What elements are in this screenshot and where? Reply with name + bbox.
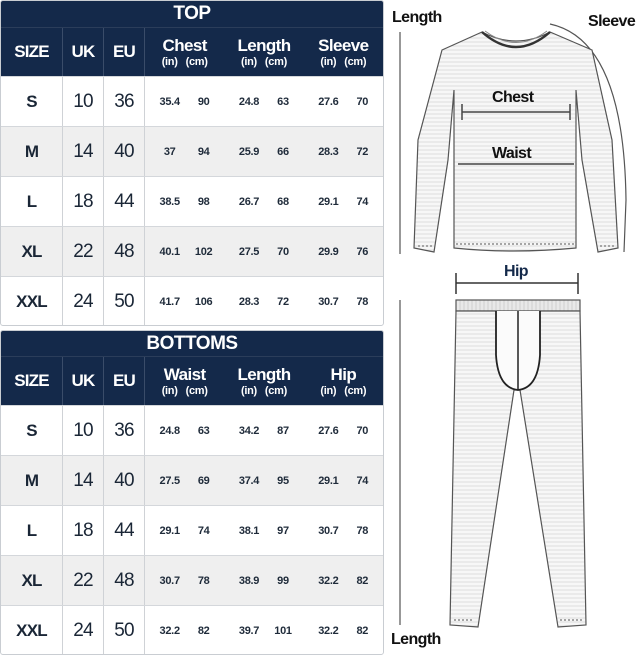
header-eu: EU <box>104 357 145 405</box>
value-in: 32.2 <box>318 574 339 587</box>
table-row <box>1 455 383 505</box>
value-cm: 76 <box>356 245 369 258</box>
measurement-group <box>145 146 224 158</box>
top-table-header <box>1 27 383 76</box>
shirt-shape <box>414 32 618 252</box>
header-measurements <box>145 357 383 405</box>
measurement-group <box>224 146 303 158</box>
measurement-group <box>224 246 303 258</box>
table-row <box>1 276 383 326</box>
value-in: 26.7 <box>238 195 260 208</box>
value-cm: 97 <box>277 524 289 537</box>
measurement-cells <box>145 277 383 326</box>
value-cm: 74 <box>356 474 369 487</box>
value-in: 30.7 <box>318 295 339 308</box>
uk-cell: 22 <box>63 227 104 276</box>
uk-cell: 18 <box>63 177 104 226</box>
header-measurements <box>145 28 383 76</box>
measurement-group <box>304 146 383 158</box>
unit-cm: (cm) <box>344 384 367 397</box>
bottoms-table-body <box>1 405 383 655</box>
eu-cell: 36 <box>104 406 145 455</box>
measurement-group <box>224 525 303 537</box>
uk-cell: 18 <box>63 506 104 555</box>
value-in: 30.7 <box>159 574 180 587</box>
measurement-group <box>145 425 224 437</box>
sleeve-label: Sleeve <box>588 13 636 30</box>
bottoms-table-header <box>1 356 383 405</box>
value-in: 30.7 <box>318 524 339 537</box>
value-in: 40.1 <box>159 245 180 258</box>
measurement-cells <box>145 227 383 276</box>
header-size: SIZE <box>1 28 63 76</box>
top-size-table <box>0 0 384 326</box>
header-length-label: Length <box>237 364 291 384</box>
value-in: 41.7 <box>159 295 180 308</box>
measurement-group <box>145 575 224 587</box>
value-cm: 101 <box>274 624 292 637</box>
value-in: 29.9 <box>318 245 339 258</box>
value-cm: 63 <box>277 95 289 108</box>
measurement-group <box>304 246 383 258</box>
value-in: 34.2 <box>238 424 260 437</box>
value-in: 27.5 <box>238 245 260 258</box>
eu-cell: 40 <box>104 127 145 176</box>
measurement-group <box>145 96 224 108</box>
measurement-group <box>224 425 303 437</box>
unit-in: (in) <box>241 55 257 68</box>
value-in: 32.2 <box>159 624 180 637</box>
size-cell: XXL <box>1 606 63 655</box>
measurement-cells <box>145 127 383 176</box>
value-cm: 70 <box>356 424 369 437</box>
value-cm: 74 <box>197 524 210 537</box>
eu-cell: 48 <box>104 227 145 276</box>
measurement-group <box>224 196 303 208</box>
value-in: 27.6 <box>318 424 339 437</box>
header-sleeve <box>304 36 383 69</box>
value-cm: 82 <box>356 574 369 587</box>
value-cm: 74 <box>356 195 369 208</box>
value-cm: 95 <box>277 474 289 487</box>
unit-cm: (cm) <box>344 55 367 68</box>
eu-cell: 50 <box>104 277 145 326</box>
table-row <box>1 126 383 176</box>
measurement-cells <box>145 506 383 555</box>
uk-cell: 10 <box>63 77 104 126</box>
unit-in: (in) <box>320 55 337 68</box>
measurement-group <box>304 475 383 487</box>
measurement-group <box>304 296 383 308</box>
measurement-group <box>304 575 383 587</box>
header-chest <box>145 36 224 69</box>
pants-length-label: Length <box>391 631 441 648</box>
unit-in: (in) <box>320 384 337 397</box>
header-hip-label: Hip <box>330 364 357 384</box>
eu-cell: 48 <box>104 556 145 605</box>
header-size: SIZE <box>1 357 63 405</box>
value-cm: 70 <box>356 95 369 108</box>
value-cm: 82 <box>197 624 210 637</box>
header-uk: UK <box>63 357 104 405</box>
waist-label: Waist <box>492 145 532 162</box>
value-cm: 99 <box>277 574 289 587</box>
shirt-length-label: Length <box>392 9 442 26</box>
value-cm: 69 <box>197 474 210 487</box>
measurement-group <box>224 625 303 637</box>
value-in: 32.2 <box>318 624 339 637</box>
measurement-group <box>224 96 303 108</box>
header-length <box>224 36 303 69</box>
value-cm: 66 <box>277 145 289 158</box>
value-in: 38.1 <box>238 524 260 537</box>
value-in: 24.8 <box>238 95 260 108</box>
value-cm: 87 <box>277 424 289 437</box>
uk-cell: 14 <box>63 127 104 176</box>
value-cm: 78 <box>356 295 369 308</box>
size-cell: L <box>1 177 63 226</box>
table-row <box>1 76 383 126</box>
measurement-group <box>145 246 224 258</box>
measurement-group <box>145 475 224 487</box>
value-cm: 72 <box>356 145 369 158</box>
uk-cell: 22 <box>63 556 104 605</box>
header-uk: UK <box>63 28 104 76</box>
value-in: 28.3 <box>238 295 260 308</box>
uk-cell: 24 <box>63 277 104 326</box>
size-cell: M <box>1 456 63 505</box>
measurement-group <box>145 525 224 537</box>
size-cell: M <box>1 127 63 176</box>
unit-in: (in) <box>161 384 178 397</box>
value-in: 25.9 <box>238 145 260 158</box>
value-cm: 94 <box>197 145 210 158</box>
value-in: 37.4 <box>238 474 260 487</box>
header-length-label: Length <box>237 35 291 55</box>
table-row <box>1 176 383 226</box>
uk-cell: 14 <box>63 456 104 505</box>
hip-label: Hip <box>504 263 528 280</box>
table-row <box>1 555 383 605</box>
measurement-group <box>304 425 383 437</box>
uk-cell: 24 <box>63 606 104 655</box>
value-in: 29.1 <box>159 524 180 537</box>
header-chest-label: Chest <box>162 35 207 55</box>
value-in: 27.5 <box>159 474 180 487</box>
header-sleeve-label: Sleeve <box>318 35 369 55</box>
value-cm: 90 <box>197 95 210 108</box>
value-in: 29.1 <box>318 474 339 487</box>
eu-cell: 44 <box>104 506 145 555</box>
measurement-group <box>304 96 383 108</box>
value-in: 28.3 <box>318 145 339 158</box>
value-in: 38.5 <box>159 195 180 208</box>
table-row <box>1 605 383 655</box>
size-cell: S <box>1 77 63 126</box>
measurement-cells <box>145 77 383 126</box>
eu-cell: 36 <box>104 77 145 126</box>
unit-cm: (cm) <box>264 384 287 397</box>
measurement-cells <box>145 606 383 655</box>
measurement-group <box>224 575 303 587</box>
waistband <box>456 300 580 311</box>
eu-cell: 40 <box>104 456 145 505</box>
value-cm: 106 <box>194 295 213 308</box>
measurement-group <box>304 625 383 637</box>
value-cm: 68 <box>277 195 289 208</box>
size-cell: XL <box>1 227 63 276</box>
unit-in: (in) <box>241 384 257 397</box>
value-in: 38.9 <box>238 574 260 587</box>
header-waist <box>145 365 224 398</box>
size-cell: XL <box>1 556 63 605</box>
value-in: 24.8 <box>159 424 180 437</box>
header-hip <box>304 365 383 398</box>
size-cell: L <box>1 506 63 555</box>
unit-in: (in) <box>161 55 178 68</box>
unit-cm: (cm) <box>185 55 208 68</box>
unit-cm: (cm) <box>185 384 208 397</box>
top-table-body <box>1 76 383 326</box>
unit-cm: (cm) <box>264 55 287 68</box>
table-row <box>1 505 383 555</box>
measurement-group <box>145 296 224 308</box>
measurement-group <box>145 625 224 637</box>
value-cm: 78 <box>356 524 369 537</box>
eu-cell: 44 <box>104 177 145 226</box>
value-in: 29.1 <box>318 195 339 208</box>
uk-cell: 10 <box>63 406 104 455</box>
measurement-group <box>304 525 383 537</box>
measurement-cells <box>145 556 383 605</box>
value-cm: 78 <box>197 574 210 587</box>
value-cm: 72 <box>277 295 289 308</box>
measurement-group <box>145 196 224 208</box>
measurement-cells <box>145 456 383 505</box>
value-in: 27.6 <box>318 95 339 108</box>
size-cell: S <box>1 406 63 455</box>
value-in: 35.4 <box>159 95 180 108</box>
measurement-group <box>304 196 383 208</box>
measurement-cells <box>145 406 383 455</box>
header-length <box>224 365 303 398</box>
header-waist-label: Waist <box>163 364 206 384</box>
value-cm: 102 <box>194 245 213 258</box>
measurement-diagram <box>386 0 640 656</box>
measurement-group <box>224 475 303 487</box>
table-row <box>1 405 383 455</box>
top-table-title: TOP <box>1 1 383 27</box>
bottoms-table-title: BOTTOMS <box>1 331 383 356</box>
measurement-cells <box>145 177 383 226</box>
table-row <box>1 226 383 276</box>
value-in: 39.7 <box>238 624 260 637</box>
measurement-group <box>224 296 303 308</box>
value-cm: 70 <box>277 245 289 258</box>
value-cm: 63 <box>197 424 210 437</box>
eu-cell: 50 <box>104 606 145 655</box>
bottoms-size-table <box>0 330 384 655</box>
value-in: 37 <box>163 145 176 158</box>
chest-label: Chest <box>492 89 534 106</box>
size-cell: XXL <box>1 277 63 326</box>
header-eu: EU <box>104 28 145 76</box>
value-cm: 82 <box>356 624 369 637</box>
value-cm: 98 <box>197 195 210 208</box>
